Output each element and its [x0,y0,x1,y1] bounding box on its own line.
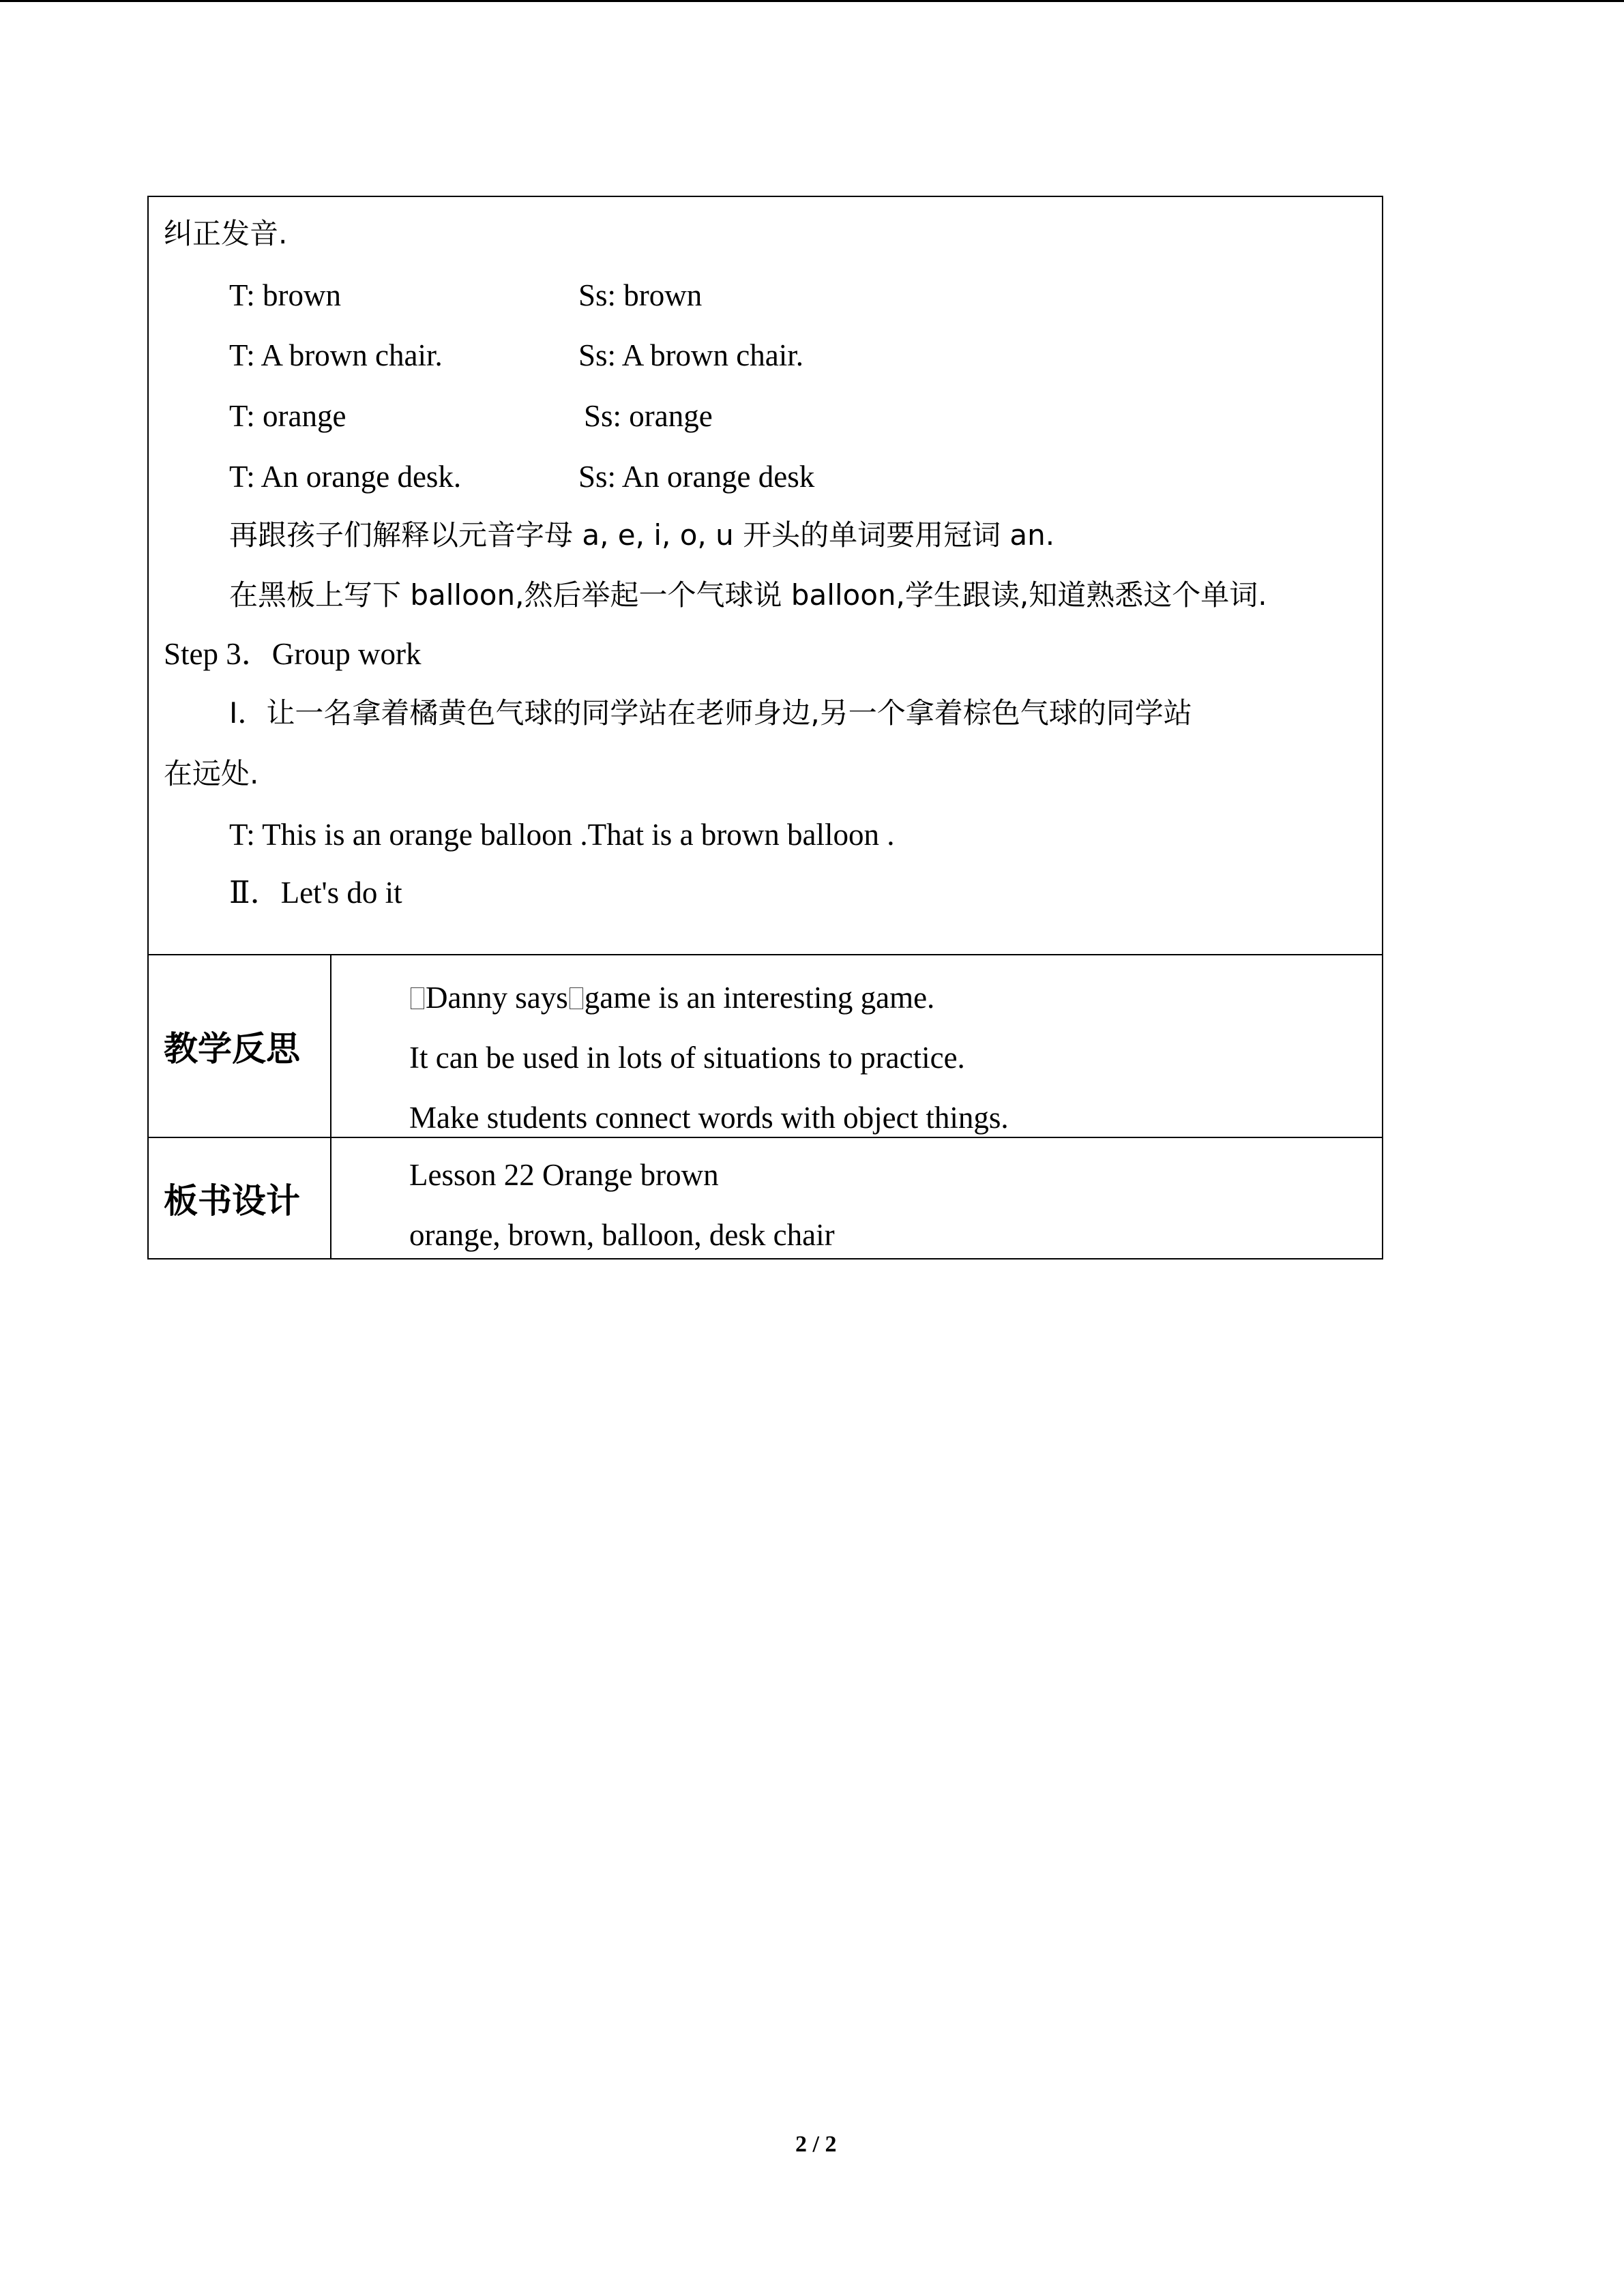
reflection-line: Make students connect words with object things. [409,1101,1009,1135]
reflection-line: It can be used in lots of situations to practice. [409,1041,965,1075]
board-line: orange, brown, balloon, desk chair [409,1218,835,1252]
teaching-process-cell [148,196,1383,955]
table-row [148,196,1383,955]
teacher-line: T: brown [229,278,341,312]
page-number: 2 / 2 [795,2132,837,2157]
teacher-line: T: A brown chair. [229,338,443,372]
top-border-line [0,0,1624,2]
reflection-content-cell [331,955,1383,1137]
teacher-line: T: This is an orange balloon .That is a brown balloon . [229,818,895,852]
text-line: 在黑板上写下 balloon,然后举起一个气球说 balloon,学生跟读,知道熟悉这个单词. [229,578,1267,612]
teacher-line: T: An orange desk. [229,460,462,494]
reflection-label: 教学反思 [164,1029,300,1069]
lesson-plan-table [147,196,1383,1259]
missing-glyph-icon [411,987,424,1009]
missing-glyph-icon [570,987,583,1009]
board-design-label-cell [148,1137,331,1259]
board-design-label: 板书设计 [164,1181,300,1221]
text-line: Ⅰ．让一名拿着橘黄色气球的同学站在老师身边,另一个拿着棕色气球的同学站 [229,696,1192,730]
students-line: Ss: A brown chair. [578,338,804,372]
board-line: Lesson 22 Orange brown [409,1158,719,1192]
students-line: Ss: An orange desk [578,460,815,494]
step-heading: Step 3．Group work [164,637,422,671]
text-line: 再跟孩子们解释以元音字母 a, e, i, o, u 开头的单词要用冠词 an. [229,518,1055,552]
board-design-content-cell [331,1137,1383,1259]
students-line: Ss: brown [578,278,703,312]
text-line: 纠正发音. [164,217,288,250]
text-line: Ⅱ．Let's do it [229,876,402,910]
teacher-line: T: orange [229,399,346,433]
table-row [148,955,1383,1137]
table-row [148,1137,1383,1259]
students-line: Ss: orange [584,399,713,433]
text-line: 在远处. [164,757,259,790]
reflection-label-cell [148,955,331,1137]
reflection-line: Danny says game is an interesting game. [409,977,934,1018]
